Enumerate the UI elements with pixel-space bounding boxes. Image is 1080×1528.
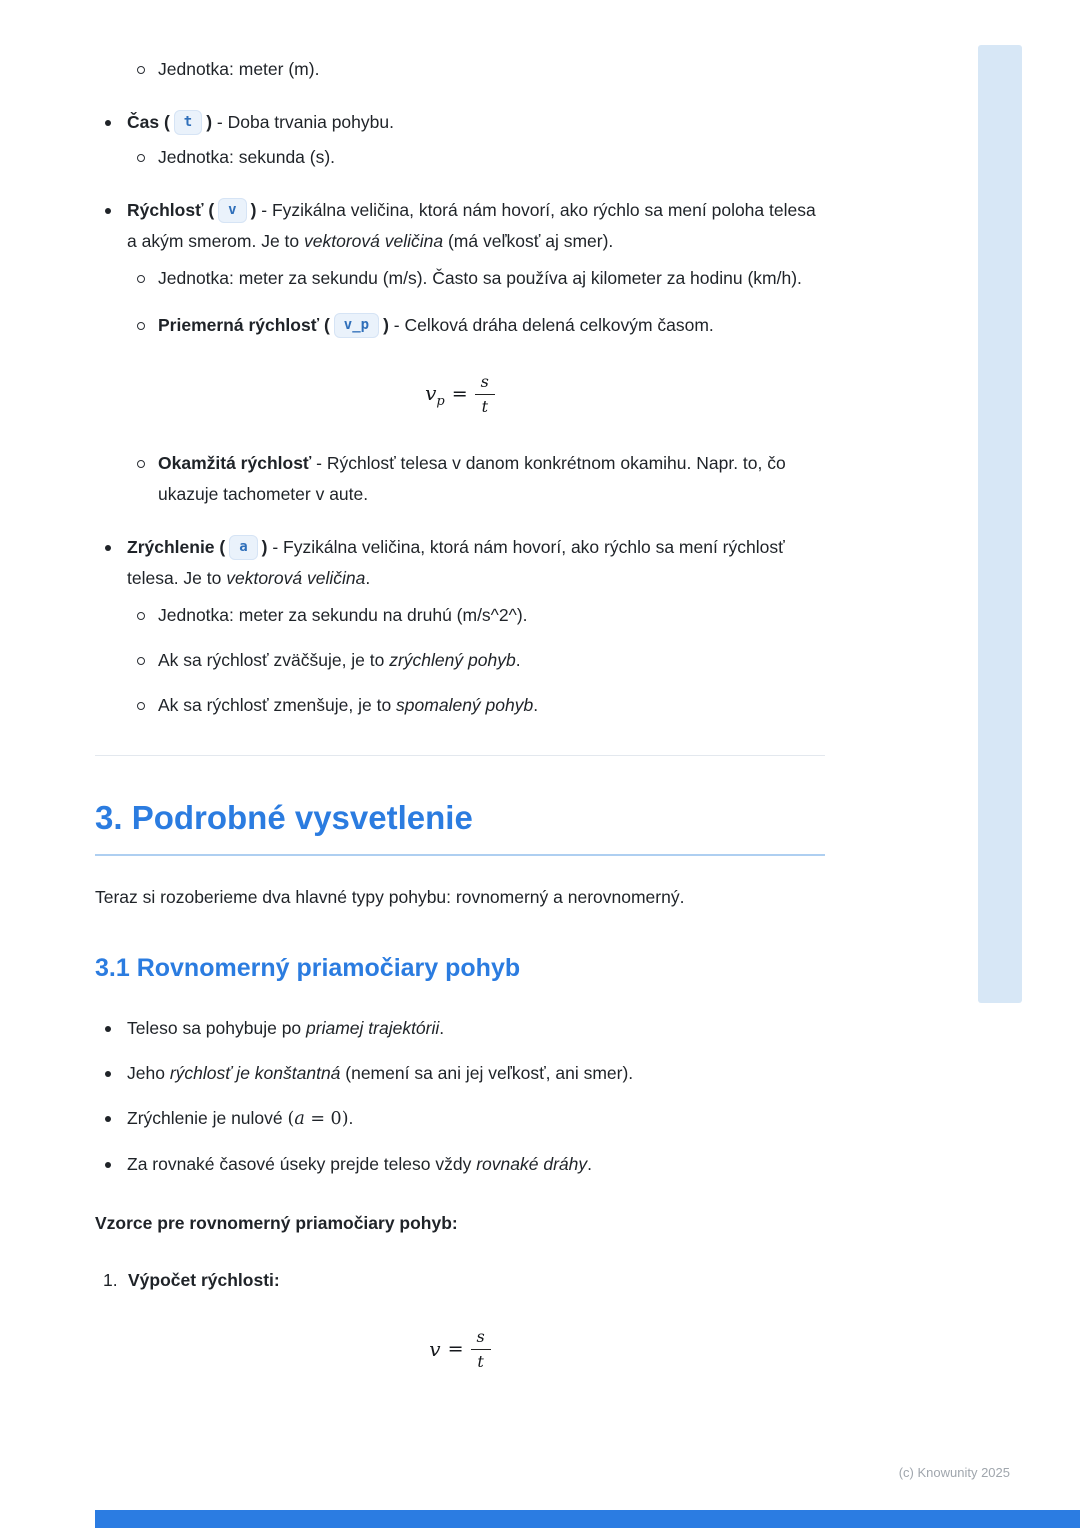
bullet-circle-icon (137, 448, 158, 468)
formula-lhs: v p (425, 380, 445, 409)
bullet-disc-icon (105, 1013, 127, 1032)
paragraph: Teraz si rozoberieme dva hlavné typy pohybu: rovnomerný a nerovnomerný. (95, 887, 685, 907)
bullet-circle-icon (137, 645, 158, 665)
bullet-disc-icon (105, 1149, 127, 1168)
formula-speed (95, 1326, 825, 1373)
fraction: $\frac{s}{t}$ (471, 1326, 491, 1373)
bullet-disc-icon (105, 107, 127, 126)
formulas-label: Vzorce pre rovnomerný priamočiary pohyb: (95, 1213, 458, 1233)
list-item-text: Výpočet rýchlosti: (128, 1270, 280, 1290)
list-item (95, 532, 825, 594)
section-heading: 3. Podrobné vysvetlenie (95, 798, 825, 856)
subsection-heading: 3.1 Rovnomerný priamočiary pohyb (95, 954, 521, 982)
list-item-text: Za rovnaké časové úseky prejde teleso vždy rovnaké dráhy. (127, 1154, 592, 1174)
list-item (95, 1013, 825, 1044)
equals-sign: = (447, 1338, 464, 1360)
list-item-text: Jednotka: meter (m). (158, 59, 320, 79)
list-item (95, 263, 825, 294)
inline-code-badge: v_p (334, 313, 379, 338)
list-item-text: Jeho rýchlosť je konštantná (nemení sa ani jej veľkosť, ani smer). (127, 1063, 634, 1083)
bullet-circle-icon (137, 142, 158, 162)
list-item (95, 448, 825, 510)
list-item-text: Čas ( t ) - Doba trvania pohybu. (127, 107, 825, 138)
watermark: (c) Knowunity 2025 (898, 1465, 1010, 1480)
bullet-disc-icon (105, 1103, 127, 1122)
bottom-page-bar (95, 1510, 1080, 1528)
bullet-circle-icon (137, 54, 158, 74)
bullet-disc-icon (105, 532, 127, 551)
bullet-disc-icon (105, 195, 127, 214)
list-item-text: Priemerná rýchlosť ( v_p ) - Celková dráha delená celkovým časom. (158, 310, 825, 341)
list-item (95, 195, 825, 257)
list-item (95, 1149, 825, 1180)
list-item (95, 600, 825, 631)
list-item-text: Ak sa rýchlosť zmenšuje, je to spomalený pohyb. (158, 695, 539, 715)
bullet-circle-icon (137, 690, 158, 710)
divider (95, 755, 825, 756)
list-item (95, 645, 825, 676)
equals-sign: = (451, 383, 468, 405)
formula-average-speed (95, 371, 825, 418)
ordered-list-item (95, 1265, 825, 1296)
list-item-text: Jednotka: meter za sekundu (m/s). Často sa používa aj kilometer za hodinu (km/h). (158, 268, 802, 288)
list-item (95, 310, 825, 341)
scrollbar[interactable] (978, 45, 1022, 1003)
list-item-text: Teleso sa pohybuje po priamej trajektórii. (127, 1018, 445, 1038)
list-item (95, 54, 825, 85)
inline-code-badge: v (218, 198, 246, 223)
bullet-circle-icon (137, 263, 158, 283)
formula-lhs: v (429, 1337, 441, 1361)
document-page (95, 0, 825, 1403)
list-item-text: Okamžitá rýchlosť - Rýchlosť telesa v danom konkrétnom okamihu. Napr. to, čo ukazuje tachometer v aute. (158, 453, 786, 504)
bullet-circle-icon (137, 310, 158, 330)
list-item-text: Zrýchlenie je nulové (a = 0). (127, 1108, 354, 1129)
list-item (95, 1058, 825, 1089)
list-item-text: Jednotka: sekunda (s). (158, 147, 336, 167)
inline-code-badge: t (174, 110, 202, 135)
list-item (95, 107, 825, 138)
inline-code-badge: a (229, 535, 257, 560)
list-item-text: Zrýchlenie ( a ) - Fyzikálna veličina, ktorá nám hovorí, ako rýchlo sa mení rýchlosť telesa. Je to vektorová veličina. (127, 537, 785, 588)
fraction: $\frac{s}{t}$ (475, 371, 495, 418)
bullet-circle-icon (137, 600, 158, 620)
bullet-disc-icon (105, 1058, 127, 1077)
list-item-text: Ak sa rýchlosť zväčšuje, je to zrýchlený pohyb. (158, 650, 521, 670)
list-item (95, 690, 825, 721)
list-number: 1. (103, 1270, 118, 1290)
list-item-text: Rýchlosť ( v ) - Fyzikálna veličina, ktorá nám hovorí, ako rýchlo sa mení poloha telesa a akým smerom. Je to vektorová veličina (má veľkosť aj smer). (127, 200, 816, 251)
list-item-text: Jednotka: meter za sekundu na druhú (m/s^2^). (158, 605, 528, 625)
list-item (95, 1103, 825, 1135)
list-item (95, 142, 825, 173)
